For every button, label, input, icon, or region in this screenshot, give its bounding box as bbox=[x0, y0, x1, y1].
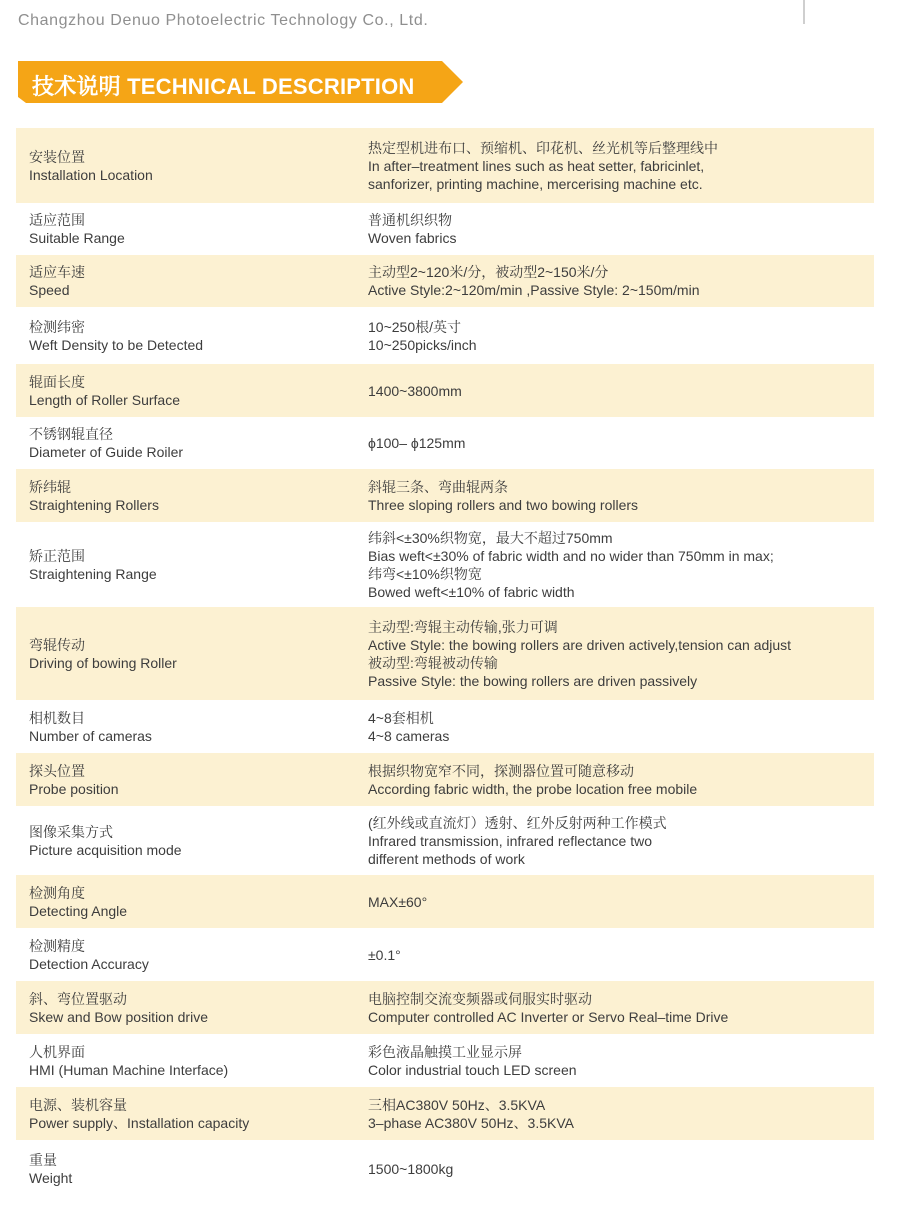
label-chinese: 辊面长度 bbox=[29, 373, 85, 390]
value-line: 10~250根/英寸 bbox=[368, 318, 461, 335]
row-label bbox=[16, 1096, 368, 1132]
value-line: 1400~3800mm bbox=[368, 382, 462, 399]
value-line: 10~250picks/inch bbox=[368, 336, 477, 353]
table-row bbox=[16, 417, 874, 469]
section-title: 技术说明 TECHNICAL DESCRIPTION bbox=[32, 74, 415, 99]
value-line: 三相AC380V 50Hz、3.5KVA bbox=[368, 1096, 546, 1113]
row-value bbox=[368, 1096, 874, 1132]
row-value bbox=[368, 893, 874, 911]
label-chinese: 人机界面 bbox=[29, 1043, 85, 1060]
row-label bbox=[16, 636, 368, 672]
row-value bbox=[368, 990, 874, 1026]
value-line: 3–phase AC380V 50Hz、3.5KVA bbox=[368, 1114, 574, 1131]
row-label bbox=[16, 709, 368, 745]
row-label bbox=[16, 425, 368, 461]
label-english: Picture acquisition mode bbox=[29, 841, 182, 858]
label-chinese: 适应范围 bbox=[29, 212, 85, 228]
label-chinese: 重量 bbox=[29, 1152, 57, 1168]
label-english: Weight bbox=[29, 1170, 73, 1186]
row-label bbox=[16, 263, 368, 299]
value-line: different methods of work bbox=[368, 850, 525, 867]
value-line: In after–treatment lines such as heat setter, fabricinlet, bbox=[368, 157, 705, 174]
label-english: Straightening Rollers bbox=[29, 496, 159, 513]
table-row bbox=[16, 806, 874, 875]
value-line: 纬斜<±30%织物宽，最大不超过750mm bbox=[368, 529, 613, 546]
label-chinese: 电源、装机容量 bbox=[29, 1096, 127, 1113]
row-value bbox=[368, 478, 874, 514]
table-row bbox=[16, 203, 874, 255]
label-english: Diameter of Guide Roiler bbox=[29, 444, 184, 460]
label-chinese: 检测角度 bbox=[29, 884, 85, 901]
label-english: Skew and Bow position drive bbox=[29, 1008, 208, 1025]
row-value bbox=[368, 211, 874, 247]
table-row bbox=[16, 753, 874, 806]
table-row bbox=[16, 364, 874, 417]
label-chinese: 相机数目 bbox=[29, 709, 85, 726]
value-line: 纬弯<±10%织物宽 bbox=[368, 565, 482, 582]
label-chinese: 弯辊传动 bbox=[29, 636, 85, 653]
label-english: Detecting Angle bbox=[29, 902, 128, 919]
table-row bbox=[16, 522, 874, 607]
value-line: MAX±60° bbox=[368, 893, 428, 910]
value-line: 根据织物宽窄不同，探测器位置可随意移动 bbox=[368, 762, 634, 779]
table-row bbox=[16, 255, 874, 307]
value-line: 热定型机进布口、预缩机、印花机、丝光机等后整理线中 bbox=[368, 139, 718, 156]
value-line: Infrared transmission, infrared reflectance two bbox=[368, 832, 653, 849]
row-label bbox=[16, 937, 368, 973]
value-line: Color industrial touch LED screen bbox=[368, 1061, 577, 1078]
row-label bbox=[16, 318, 368, 354]
value-line: 彩色液晶触摸工业显示屏 bbox=[368, 1043, 522, 1060]
row-value bbox=[368, 709, 874, 745]
table-row bbox=[16, 1087, 874, 1140]
label-english: Probe position bbox=[29, 780, 119, 797]
label-chinese: 矫正范围 bbox=[29, 547, 85, 564]
value-line: ϕ100– ϕ125mm bbox=[368, 435, 466, 451]
value-line: (红外线或直流灯）透射、红外反射两种工作模式 bbox=[368, 814, 667, 831]
value-line: 主动型2~120米/分，被动型2~150米/分 bbox=[368, 264, 609, 280]
table-row bbox=[16, 307, 874, 364]
table-row bbox=[16, 700, 874, 753]
value-line: Woven fabrics bbox=[368, 230, 457, 246]
row-label bbox=[16, 1043, 368, 1079]
label-chinese: 图像采集方式 bbox=[29, 823, 113, 840]
value-line: Passive Style: the bowing rollers are driven passively bbox=[368, 672, 698, 689]
table-row bbox=[16, 928, 874, 981]
row-label bbox=[16, 211, 368, 247]
label-chinese: 不锈钢辊直径 bbox=[29, 426, 113, 442]
value-line: 斜辊三条、弯曲辊两条 bbox=[368, 478, 508, 495]
label-chinese: 斜、弯位置驱动 bbox=[29, 990, 127, 1007]
label-english: Installation Location bbox=[29, 166, 153, 183]
label-english: Weft Density to be Detected bbox=[29, 336, 204, 353]
value-line: 电脑控制交流变频器或伺服实时驱动 bbox=[368, 990, 592, 1007]
row-value bbox=[368, 762, 874, 798]
value-line: Three sloping rollers and two bowing rollers bbox=[368, 496, 639, 513]
label-chinese: 探头位置 bbox=[29, 762, 85, 779]
row-label bbox=[16, 884, 368, 920]
label-english: Length of Roller Surface bbox=[29, 391, 180, 408]
row-value bbox=[368, 529, 874, 601]
label-chinese: 检测精度 bbox=[29, 937, 85, 954]
row-label bbox=[16, 148, 368, 184]
label-english: Power supply、Installation capacity bbox=[29, 1114, 250, 1131]
row-value bbox=[368, 1043, 874, 1079]
label-english: Detection Accuracy bbox=[29, 955, 149, 972]
value-line: 4~8 cameras bbox=[368, 727, 450, 744]
label-english: Suitable Range bbox=[29, 230, 125, 246]
row-value bbox=[368, 318, 874, 354]
label-chinese: 矫纬辊 bbox=[29, 478, 71, 495]
label-english: HMI (Human Machine Interface) bbox=[29, 1061, 229, 1078]
label-english: Straightening Range bbox=[29, 565, 157, 582]
row-value bbox=[368, 139, 874, 193]
table-row bbox=[16, 981, 874, 1034]
row-value bbox=[368, 618, 874, 690]
value-line: Active Style: the bowing rollers are driven actively,tension can adjust bbox=[368, 636, 792, 653]
row-label bbox=[16, 373, 368, 409]
row-value bbox=[368, 814, 874, 868]
table-row bbox=[16, 1034, 874, 1087]
row-label bbox=[16, 762, 368, 798]
label-chinese: 适应车速 bbox=[29, 264, 85, 280]
label-english: Speed bbox=[29, 282, 70, 298]
value-line: Bias weft<±30% of fabric width and no wider than 750mm in max; bbox=[368, 547, 774, 564]
row-label bbox=[16, 823, 368, 859]
row-value bbox=[368, 434, 874, 452]
value-line: 1500~1800kg bbox=[368, 1161, 454, 1177]
row-value bbox=[368, 382, 874, 400]
value-line: 4~8套相机 bbox=[368, 709, 434, 726]
label-english: Number of cameras bbox=[29, 727, 152, 744]
value-line: 主动型:弯辊主动传输,张力可调 bbox=[368, 618, 558, 635]
value-line: ±0.1° bbox=[368, 946, 401, 963]
value-line: sanforizer, printing machine, mercerising machine etc. bbox=[368, 175, 703, 192]
row-label bbox=[16, 547, 368, 583]
row-label bbox=[16, 990, 368, 1026]
table-row bbox=[16, 469, 874, 522]
label-chinese: 安装位置 bbox=[29, 148, 85, 165]
label-chinese: 检测纬密 bbox=[29, 318, 85, 335]
table-row bbox=[16, 128, 874, 203]
row-label bbox=[16, 478, 368, 514]
table-row bbox=[16, 875, 874, 928]
row-label bbox=[16, 1151, 368, 1187]
row-value bbox=[368, 946, 874, 964]
value-line: 普通机织织物 bbox=[368, 212, 452, 228]
label-english: Driving of bowing Roller bbox=[29, 654, 177, 671]
header-divider bbox=[803, 0, 805, 24]
spec-table bbox=[16, 128, 874, 1198]
table-row bbox=[16, 607, 874, 700]
value-line: Active Style:2~120m/min ,Passive Style: 2~150m/min bbox=[368, 282, 700, 298]
row-value bbox=[368, 263, 874, 299]
value-line: Computer controlled AC Inverter or Servo Real–time Drive bbox=[368, 1008, 729, 1025]
company-name: Changzhou Denuo Photoelectric Technology Co., Ltd. bbox=[18, 12, 429, 29]
value-line: According fabric width, the probe location free mobile bbox=[368, 780, 698, 797]
value-line: 被动型:弯辊被动传输 bbox=[368, 654, 498, 671]
value-line: Bowed weft<±10% of fabric width bbox=[368, 583, 575, 600]
row-value bbox=[368, 1160, 874, 1178]
table-row bbox=[16, 1140, 874, 1198]
